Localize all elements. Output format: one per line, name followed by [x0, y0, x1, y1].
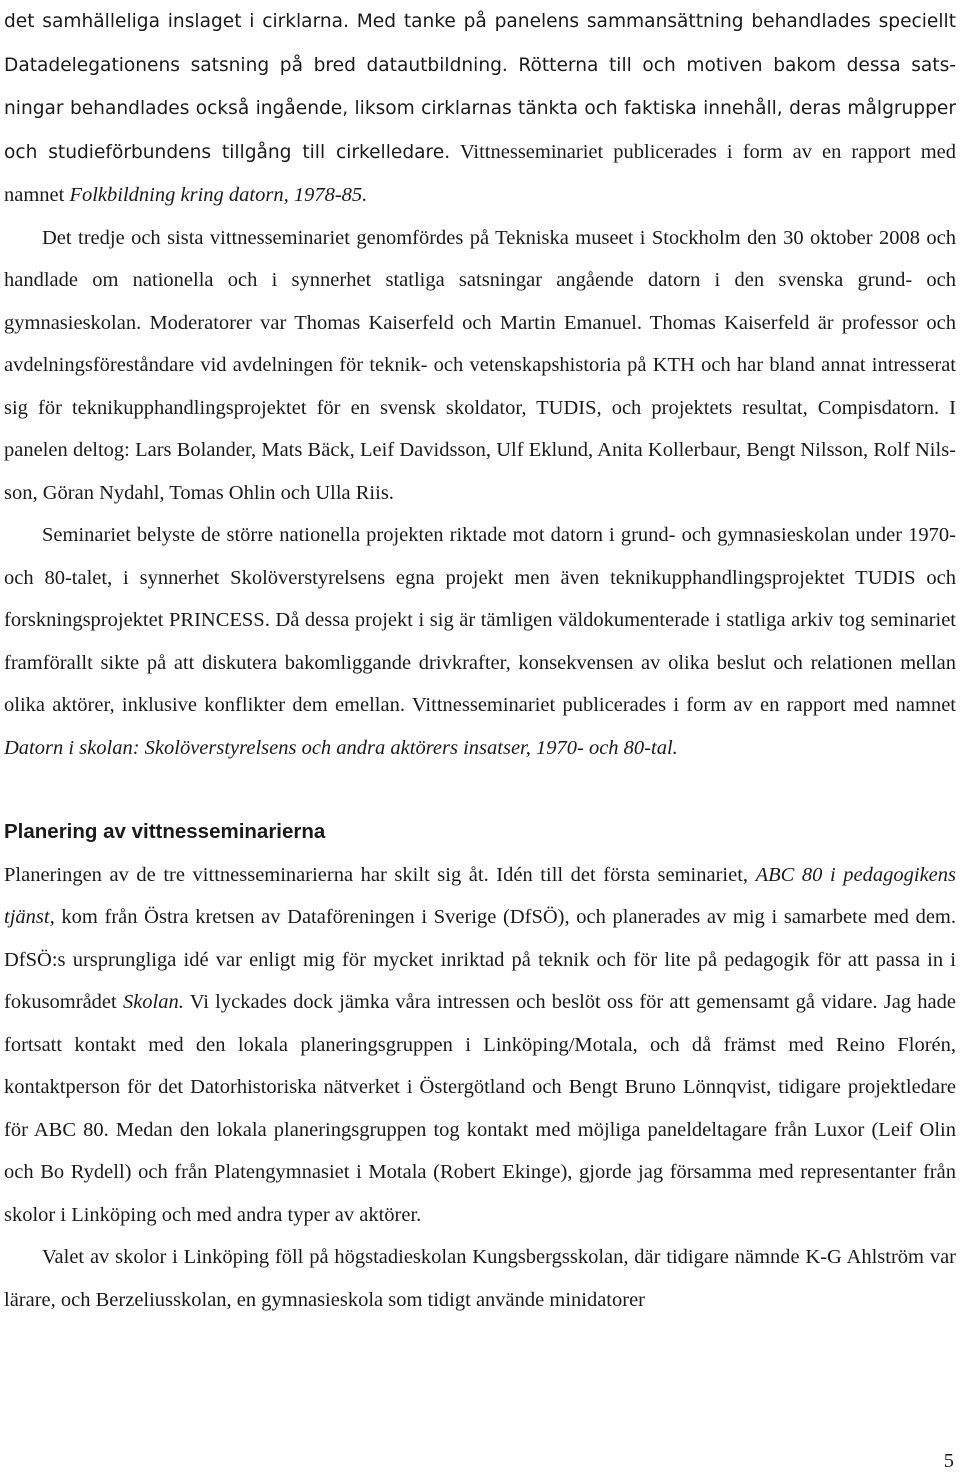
- page-number: 5: [943, 1450, 954, 1472]
- section-spacer: [4, 769, 956, 811]
- paragraph-4-text-b: , kom från Östra kretsen av Dataföreningen i Sverige (DfSÖ), och planerades av mig i samarbete med dem. DfSÖ:s ursprungliga idé var enligt mig för mycket inriktad på teknik och för lite på pedagogik för att passa in i fokusområdet: [4, 906, 956, 1013]
- paragraph-5: Valet av skolor i Linköping föll på högstadieskolan Kungsbergsskolan, där tidigare nämnde K-G Ahlström var lärare, och Berzeliusskolan, en gymnasieskola som tidigt använde minidatorer: [4, 1246, 956, 1311]
- document-page: [4, 0, 956, 1321]
- paragraph-1-text: Vittnesseminariet publicerades i form av en rapport med namnet: [4, 140, 956, 206]
- paragraph-3: [4, 514, 956, 769]
- report-title-folkbildning: Folkbildning kring datorn, 1978-85.: [69, 184, 368, 206]
- paragraph-4-text-a: Planeringen av de tre vittnesseminarierna har skilt sig åt. Idén till det första seminariet,: [4, 863, 749, 886]
- paragraph-4-text-c: Vi lyckades dock jämka våra intressen och beslöt oss för att gemensamt gå vidare. Jag hade fortsatt kontakt med den lokala planeringsgruppen i Linköping/Motala, och då främst med Reino Florén, kontaktperson för det Datorhistoriska nätverket i Östergötland och Bengt Bruno Lönnqvist, tidigare projektledare för ABC 80. Medan den lokala planeringsgruppen tog kontakt med möjliga paneldeltagare från Luxor (Leif Olin och Bo Rydell) och från Platengymnasiet i Motala (Robert Ekinge), gjorde jag församma med representanter från skolor i Linköping och med andra typer av aktörer.: [4, 991, 956, 1226]
- seminar-title-abc80: ABC 80 i pedagogikens tjänst: [4, 863, 956, 928]
- paragraph-1: [4, 0, 956, 217]
- focus-area-skolan: Skolan.: [122, 991, 184, 1013]
- report-title-datorn-i-skolan: Datorn i skolan: Skolöverstyrelsens och andra aktörers insatser, 1970- och 80-tal.: [4, 736, 678, 759]
- paragraph-1-sans-text: det samhälleliga inslaget i cirklarna. Med tanke på panelens sammansättning behandlades speciellt Datadelegationens satsning på bred datautbildning. Rötterna till och motiven bakom dessa satsningar behandlades också ingående, liksom cirklarnas tänkta och faktiska innehåll, deras målgrupper och studieförbundens tillgång till cirkelledare.: [4, 11, 956, 163]
- paragraph-4: [4, 854, 956, 1237]
- section-heading: Planering av vittnesseminarierna: [4, 820, 326, 843]
- paragraph-3-text: Seminariet belyste de större nationella projekten riktade mot datorn i grund- och gymnasieskolan under 1970- och 80-talet, i synnerhet Skolöverstyrelsens egna projekt men även teknikupphandlingsprojektet TUDIS och forskningsprojektet PRINCESS. Då dessa projekt i sig är tämligen väldokumenterade i statliga arkiv tog seminariet framförallt sikte på att diskutera bakomliggande drivkrafter, konsekvensen av olika beslut och relationen mellan olika aktörer, inklusive konflikter dem emellan. Vittnesseminariet publicerades i form av en rapport med namnet: [4, 524, 956, 716]
- paragraph-2: Det tredje och sista vittnesseminariet genomfördes på Tekniska museet i Stockholm den 30 oktober 2008 och handlade om nationella och i synnerhet statliga satsningar angående datorn i den svenska grund- och gymnasieskolan. Moderatorer var Thomas Kaiserfeld och Martin Emanuel. Thomas Kaiserfeld är professor och avdelningsföreståndare vid avdelningen för teknik- och vetenskapshistoria på KTH och har bland annat intresserat sig för teknikupphandlingsprojektet för en svensk skoldator, TUDIS, och projektets resultat, Compisdatorn. I panelen deltog: Lars Bolander, Mats Bäck, Leif Davidsson, Ulf Eklund, Anita Kollerbaur, Bengt Nilsson, Rolf Nilsson, Göran Nydahl, Tomas Ohlin och Ulla Riis.: [4, 226, 956, 504]
